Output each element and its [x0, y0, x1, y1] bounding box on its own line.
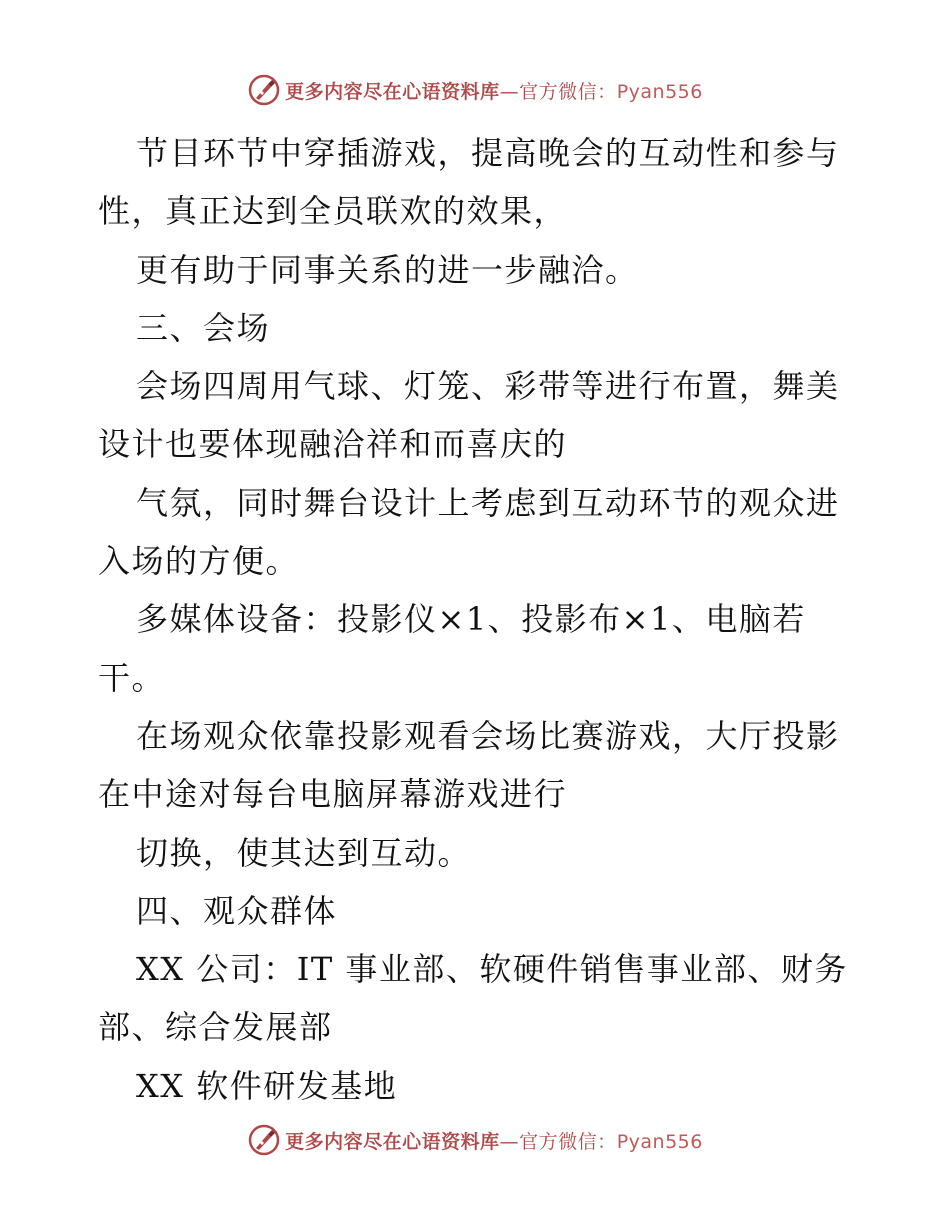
banner-main-text: 更多内容尽在心语资料库: [285, 1130, 500, 1153]
paragraph-line: 干。: [98, 658, 166, 697]
banner-wechat-label: 官方微信：: [519, 80, 617, 103]
paragraph-line: 部、综合发展部: [98, 1008, 333, 1047]
paragraph-line: 设计也要体现融洽祥和而喜庆的: [98, 425, 568, 464]
paragraph-line: 会场四周用气球、灯笼、彩带等进行布置，舞美: [136, 367, 840, 406]
paragraph-line: 切换，使其达到互动。: [136, 833, 472, 872]
header-banner: [0, 70, 950, 110]
banner-wechat-id: Pyan556: [616, 1130, 703, 1153]
paragraph-line: XX 软件研发基地: [136, 1066, 398, 1105]
pen-logo-icon: [247, 1123, 281, 1157]
document-body: [98, 124, 858, 1115]
pen-logo-icon: [247, 73, 281, 107]
section-heading: 四、观众群体: [136, 891, 338, 930]
banner-main-text: 更多内容尽在心语资料库: [285, 80, 500, 103]
paragraph-line: XX 公司：IT 事业部、软硬件销售事业部、财务: [136, 950, 848, 989]
paragraph-line: 在场观众依靠投影观看会场比赛游戏，大厅投影: [136, 716, 840, 755]
paragraph-line: 性，真正达到全员联欢的效果，: [98, 192, 568, 231]
banner-wechat-label: 官方微信：: [519, 1130, 617, 1153]
footer-banner: [0, 1120, 950, 1160]
banner-separator: —: [499, 1130, 520, 1153]
section-heading: 三、会场: [136, 308, 271, 347]
paragraph-line: 多媒体设备：投影仪×1、投影布×1、电脑若: [136, 600, 806, 639]
banner-wechat-id: Pyan556: [616, 80, 703, 103]
paragraph-line: 入场的方便。: [98, 542, 300, 581]
paragraph-line: 在中途对每台电脑屏幕游戏进行: [98, 775, 568, 814]
paragraph-line: 气氛，同时舞台设计上考虑到互动环节的观众进: [136, 483, 840, 522]
banner-separator: —: [499, 80, 520, 103]
paragraph-line: 更有助于同事关系的进一步融洽。: [136, 250, 639, 289]
paragraph-line: 节目环节中穿插游戏，提高晚会的互动性和参与: [136, 134, 840, 172]
